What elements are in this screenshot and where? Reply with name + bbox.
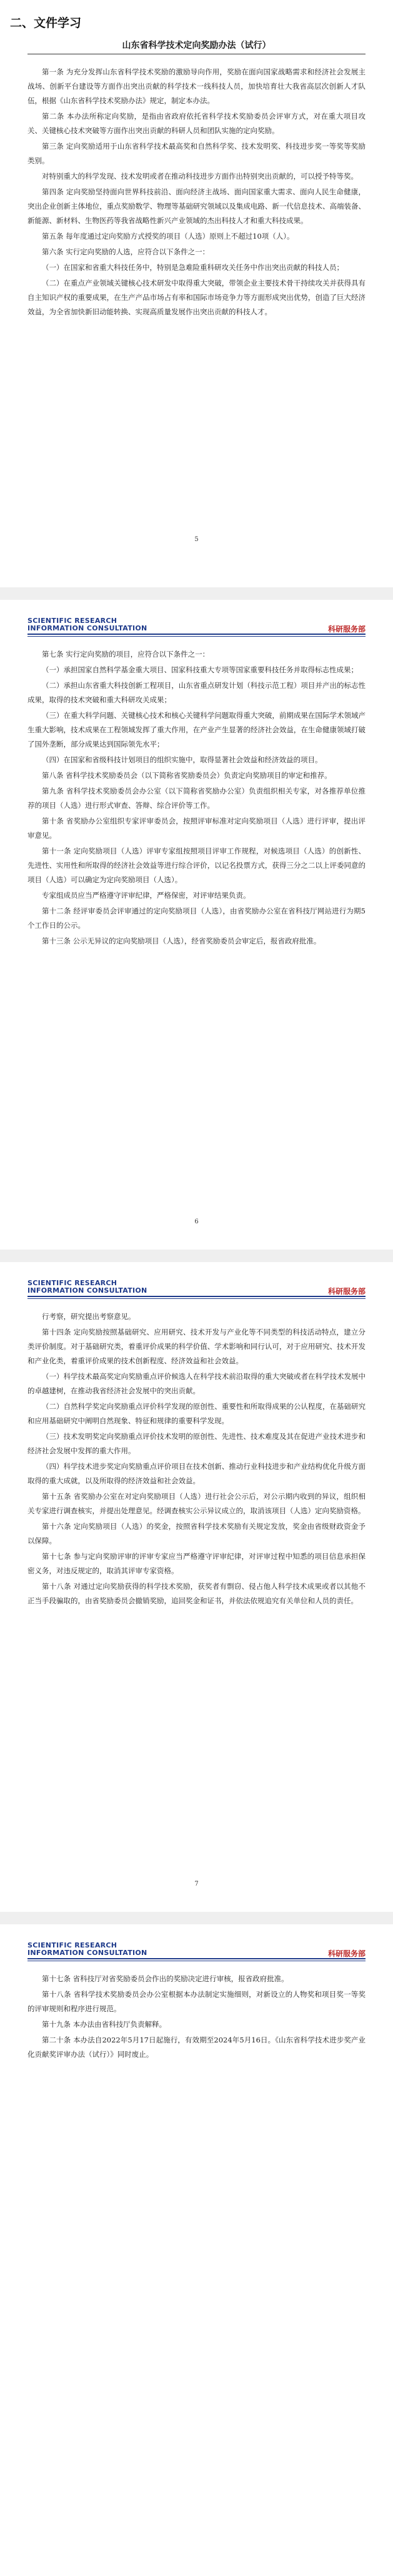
paragraph: 第十七条 参与定向奖励评审的评审专家应当严格遵守评审纪律，对评审过程中知悉的项目信息承担保密义务，对违反规定的，取消其评审专家资格。 xyxy=(27,1552,366,1575)
paragraph: 第二条 本办法所称定向奖励，是指由省政府依托省科学技术奖励委员会评审方式，对在重大项目攻关、关键核心技术突破等方面作出突出贡献的科研人员和团队实施的定向奖励。 xyxy=(27,112,366,135)
brand-logo xyxy=(27,617,147,632)
paragraph: 第十八条 省科学技术奖励委员会办公室根据本办法制定实施细则，对新设立的人物奖和项目奖一等奖的评审规则和程序进行规范。 xyxy=(27,1990,366,2013)
page-header xyxy=(27,1937,366,1967)
header-rule-thin xyxy=(27,1298,366,1299)
page-gap xyxy=(0,1912,393,1924)
paragraph: 第八条 省科学技术奖励委员会（以下简称省奖励委员会）负责定向奖励项目的审定和推荐。 xyxy=(42,771,332,780)
document-page-4 xyxy=(0,1924,393,2576)
paragraph: 第三条 定向奖励适用于山东省科学技术最高奖和自然科学奖、技术发明奖、科技进步奖一等奖等奖励类别。 xyxy=(27,142,366,165)
header-rule xyxy=(27,634,366,635)
document-page-2 xyxy=(0,600,393,1250)
paragraph: 第十三条 公示无异议的定向奖励项目（人选），经省奖励委员会审定后，报省政府批准。 xyxy=(42,937,321,945)
paragraph: 第十六条 定向奖励项目（人选）的奖金，按照省科学技术奖励有关规定发放，奖金由省级财政资金予以保障。 xyxy=(27,1522,366,1545)
paragraph: 第七条 实行定向奖励的项目，应符合以下条件之一： xyxy=(42,650,210,659)
brand-line-1: SCIENTIFIC RESEARCH xyxy=(27,1941,117,1949)
paragraph: 第十七条 省科技厅对省奖励委员会作出的奖励决定进行审核，报省政府批准。 xyxy=(42,1974,289,1983)
paragraph: （四）在国家和省级科技计划项目的组织实施中，取得显著社会效益和经济效益的项目。 xyxy=(42,755,322,764)
page-number: 5 xyxy=(194,536,199,543)
brand-line-1: SCIENTIFIC RESEARCH xyxy=(27,1279,117,1287)
paragraph: 对特别重大的科学发现、技术发明或者在推动科技进步方面作出特别突出贡献的，可以授予特等奖。 xyxy=(42,172,358,181)
page-gap xyxy=(0,587,393,600)
page-3-body xyxy=(27,1310,366,1609)
department-label: 科研服务部 xyxy=(327,1287,366,1296)
paragraph: （一）科学技术最高奖定向奖励重点评价候选人在科学技术前沿取得的重大突破或者在科学技术发展中的卓越建树，在推动我省经济社会发展中的突出贡献。 xyxy=(27,1372,366,1395)
brand-line-2: INFORMATION CONSULTATION xyxy=(27,1286,147,1295)
paragraph: 第十八条 对通过定向奖励获得的科学技术奖励，获奖者有剽窃、侵占他人科学技术成果或者以其他不正当手段骗取的，由省奖励委员会撤销奖励，追回奖金和证书，并依法依规追究有关单位和人员的责任。 xyxy=(27,1582,366,1605)
paragraph: 第十九条 本办法由省科技厅负责解释。 xyxy=(42,2020,167,2029)
brand-line-1: SCIENTIFIC RESEARCH xyxy=(27,617,117,625)
page-header xyxy=(27,1275,366,1305)
paragraph: （二）在重点产业领域关键核心技术研发中取得重大突破，带领企业主要技术骨干持续攻关并获得具有自主知识产权的重要成果，在生产产品市场占有率和国际市场竞争力等方面形成突出优势，创造了巨大经济效益，为全省加快新旧动能转换、实现高质量发展作出突出贡献的科技人才。 xyxy=(27,279,366,316)
document-page-3 xyxy=(0,1262,393,1912)
paragraph: （三）技术发明奖定向奖励重点评价技术发明的原创性、先进性、技术难度及其在促进产业技术进步和经济社会发展中发挥的重大作用。 xyxy=(27,1432,366,1455)
paragraph: （二）自然科学奖定向奖励重点评价科学发现的原创性、重要性和所取得成果的公认程度，在基础研究和应用基础研究中阐明自然现象、特征和规律的重要科学发现。 xyxy=(27,1402,366,1425)
page-number: 6 xyxy=(194,1218,199,1225)
department-label: 科研服务部 xyxy=(327,1949,366,1958)
header-rule-thin xyxy=(27,636,366,637)
paragraph: （三）在重大科学问题、关键核心技术和核心关键科学问题取得重大突破，前期成果在国际学术领域产生重大影响，技术成果在工程领域发挥了重大作用，在产业产生显著的经济社会效益，在生命健康领域打破了国外垄断，部分成果达到国际领先水平； xyxy=(27,711,366,748)
page-1-body xyxy=(27,65,366,321)
paragraph: 第十一条 定向奖励项目（人选）评审专家组按照项目评审工作规程，对候选项目（人选）的创新性、先进性、实用性和所取得的经济社会效益等进行综合评价，以记名投票方式，获得三分之二以上评委同意的项目（人选）可以确定为定向奖励项目（人选）。 xyxy=(27,847,366,884)
brand-logo xyxy=(27,1942,147,1957)
paragraph: （二）承担山东省重大科技创新工程项目，山东省重点研发计划（科技示范工程）项目并产出的标志性成果，取得的技术突破和重大科研攻关成果； xyxy=(27,681,366,704)
paragraph: 第二十条 本办法自2022年5月17日起施行，有效期至2024年5月16日。《山东省科学技术进步奖产业化贡献奖评审办法（试行）》同时废止。 xyxy=(27,2036,366,2059)
page-header xyxy=(27,612,366,642)
paragraph: 第十条 省奖励办公室组织专家评审委员会，按照评审标准对定向奖励项目（人选）进行评审，提出评审意见。 xyxy=(27,817,366,840)
paragraph: 第四条 定向奖励坚持面向世界科技前沿、面向经济主战场、面向国家重大需求、面向人民生命健康，突出企业创新主体地位，重点奖励数学、物理等基础研究领域以及集成电路、新一代信息技术、高端装备、新能源、新材料、生物医药等我省战略性新兴产业领域的杰出科技人才和重大科技成果。 xyxy=(27,187,366,225)
page-2-body xyxy=(27,647,366,950)
paragraph: 第十二条 经评审委员会评审通过的定向奖励项目（人选），由省奖励办公室在省科技厅网站进行为期5个工作日的公示。 xyxy=(27,907,366,930)
paragraph: 第一条 为充分发挥山东省科学技术奖励的激励导向作用，奖励在面向国家战略需求和经济社会发展主战场、创新平台建设等方面作出突出贡献的科学技术一线科技人员，加快培育壮大我省高层次创新人才队伍，根据《山东省科学技术奖励办法》规定，制定本办法。 xyxy=(27,67,366,105)
paragraph: 行考察，研究提出考察意见。 xyxy=(42,1312,136,1321)
header-rule xyxy=(27,1958,366,1959)
header-rule xyxy=(27,1296,366,1297)
paragraph: 专家组成员应当严格遵守评审纪律，严格保密，对评审结果负责。 xyxy=(42,891,251,900)
document-title: 山东省科学技术定向奖励办法（试行） xyxy=(122,41,271,51)
page-number: 7 xyxy=(194,1881,199,1887)
paragraph: 第六条 实行定向奖励的人选，应符合以下条件之一： xyxy=(42,247,210,256)
brand-logo xyxy=(27,1280,147,1295)
department-label: 科研服务部 xyxy=(327,625,366,634)
paragraph: （一）在国家和省重大科技任务中，特别是急难险重科研攻关任务中作出突出贡献的科技人员； xyxy=(42,263,344,272)
page-gap xyxy=(0,1250,393,1262)
paragraph: 第十四条 定向奖励按照基础研究、应用研究、技术开发与产业化等不同类型的科技活动特点，建立分类评价制度。对于基础研究类，着重评价成果的科学价值、学术影响和同行认可，对于应用研究、技术开发和产业化类，着重评价成果的技术创新程度、经济效益和社会效益。 xyxy=(27,1328,366,1365)
paragraph: 第九条 省科学技术奖励委员会办公室（以下简称省奖励办公室）负责组织相关专家，对各推荐单位推荐的项目（人选）进行形式审查、答辩、综合评价等工作。 xyxy=(27,787,366,810)
page-4-body xyxy=(27,1972,366,2063)
brand-line-2: INFORMATION CONSULTATION xyxy=(27,624,147,632)
paragraph: （一）承担国家自然科学基金重大项目、国家科技重大专项等国家重要科技任务并取得标志性成果； xyxy=(42,665,358,674)
brand-line-2: INFORMATION CONSULTATION xyxy=(27,1949,147,1957)
document-page-1 xyxy=(0,0,393,587)
paragraph: 第五条 每年度通过定向奖励方式授奖的项目（人选）原则上不超过10项（人）。 xyxy=(42,232,294,241)
section-heading: 二、文件学习 xyxy=(10,16,82,30)
paragraph: （四）科学技术进步奖定向奖励重点评价项目在技术创新、推动行业科技进步和产业结构优化升级方面取得的重大成就，以及所取得的经济效益和社会效益。 xyxy=(27,1462,366,1485)
paragraph: 第十五条 省奖励办公室在对定向奖励项目（人选）进行社会公示后，对公示期内收到的异议，组织相关专家进行调查核实，并提出处理意见。经调查核实公示异议成立的，取消该项目（人选）定向奖励资格。 xyxy=(27,1492,366,1515)
